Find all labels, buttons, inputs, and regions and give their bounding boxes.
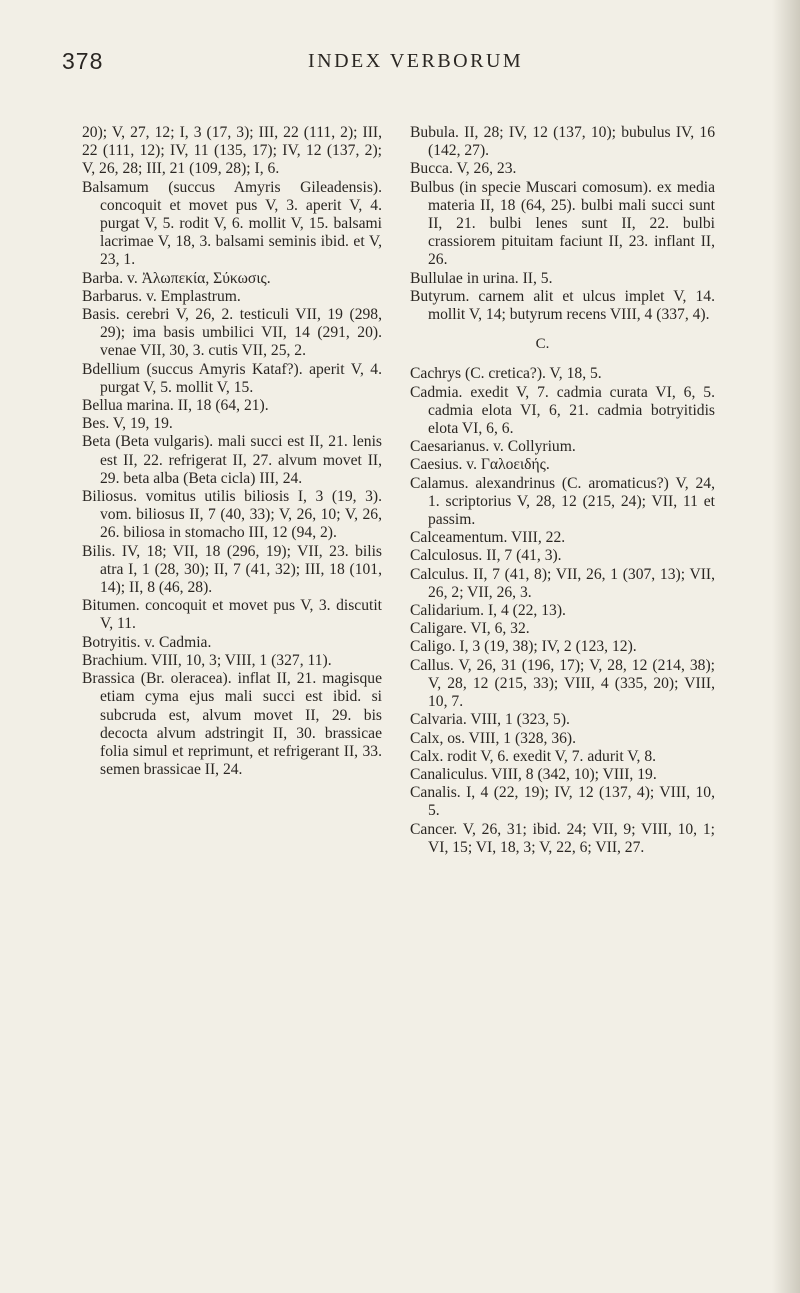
section-letter: C. [535,336,550,353]
index-entry: Calamus. alexandrinus (C. aromaticus?) V, 24, 1. scriptorius V, 28, 12 (215, 24); VII, 11 et passim. [410,474,715,529]
index-entry: Botryitis. v. Cadmia. [82,633,212,651]
index-entry: Cancer. V, 26, 31; ibid. 24; VII, 9; VIII, 10, 1; VI, 15; VI, 18, 3; V, 22, 6; VII, 27. [410,820,715,856]
index-entry: Bes. V, 19, 19. [82,415,173,433]
index-entry: Callus. V, 26, 31 (196, 17); V, 28, 12 (214, 38); V, 28, 12 (215, 33); VIII, 4 (335, 20); VIII, 10, 7. [410,656,715,711]
index-entry: Canaliculus. VIII, 8 (342, 10); VIII, 19. [410,765,657,783]
index-entry: Calx. rodit V, 6. exedit V, 7. adurit V, 8. [410,747,657,765]
index-entry: Bdellium (succus Amyris Kataf?). aperit V, 4. purgat V, 5. mollit V, 15. [82,360,382,396]
index-entry: Butyrum. carnem alit et ulcus implet V, 14. mollit V, 14; butyrum recens VIII, 4 (337, 4). [410,287,715,324]
index-entry: Cadmia. exedit V, 7. cadmia curata VI, 6, 5. cadmia elota VI, 6, 21. cadmia botryitidis elota VI, 6, 6. [410,383,715,438]
right-column [410,124,715,857]
index-entry: Bulbus (in specie Muscari comosum). ex media materia II, 18 (64, 25). bulbi mali succi sunt II, 21. bulbi lenes sunt II, 22. bulbi crassiorem pituitam faciunt II, 23. inflant II, 26. [410,178,715,269]
index-entry: Brassica (Br. oleracea). inflat II, 21. magisque etiam cyma ejus mali succi est ibid. si subcruda est, alvum movet II, 29. bis decocta alvum adstringit II, 30. brassicae folia simul et reprimunt, et refrigerant II, 33. semen brassicae II, 24. [82,670,382,779]
index-entry: Calvaria. VIII, 1 (323, 5). [410,711,570,729]
index-entry: Brachium. VIII, 10, 3; VIII, 1 (327, 11). [82,651,332,669]
index-entry: Bellua marina. II, 18 (64, 21). [82,397,269,415]
index-entry: Calx, os. VIII, 1 (328, 36). [410,729,577,747]
index-entry: Caligare. VI, 6, 32. [410,620,530,638]
index-entry: Cachrys (C. cretica?). V, 18, 5. [410,365,602,383]
index-entry: Barba. v. Ἀλωπεκία, Σύκωσις. [82,269,271,287]
index-entry: Calceamentum. VIII, 22. [410,529,566,547]
index-entry: Barbarus. v. Emplastrum. [82,287,241,305]
index-entry: Biliosus. vomitus utilis biliosis I, 3 (19, 3). vom. biliosus II, 7 (40, 33); V, 26, 10; V, 26, 26. biliosa in stomacho III, 12 (94, 2). [82,488,382,542]
index-entry: Calculosus. II, 7 (41, 3). [410,547,562,565]
index-entry: Calculus. II, 7 (41, 8); VII, 26, 1 (307, 13); VII, 26, 2; VII, 26, 3. [410,565,715,601]
index-entry: Bilis. IV, 18; VII, 18 (296, 19); VII, 23. bilis atra I, 1 (28, 30); II, 7 (41, 32); III, 18 (101, 14); II, 8 (46, 28). [82,542,382,597]
running-head: INDEX VERBORUM [308,50,524,72]
left-column [82,124,382,779]
index-entry: Bitumen. concoquit et movet pus V, 3. discutit V, 11. [82,597,382,633]
index-entry: Caesius. v. Γαλοειδής. [410,456,550,474]
page-header [62,48,722,88]
index-entry: Caligo. I, 3 (19, 38); IV, 2 (123, 12). [410,638,637,656]
index-entry: Canalis. I, 4 (22, 19); IV, 12 (137, 4); VIII, 10, 5. [410,784,715,820]
page-number: 378 [62,48,104,74]
index-entry: Caesarianus. v. Collyrium. [410,438,576,456]
index-entry: Basis. cerebri V, 26, 2. testiculi VII, 19 (298, 29); ima basis umbilici VII, 14 (291, 20). venae VII, 30, 3. cutis VII, 25, 2. [82,306,382,360]
index-entry: Bucca. V, 26, 23. [410,160,517,178]
index-entry: Calidarium. I, 4 (22, 13). [410,602,566,620]
index-entry: Beta (Beta vulgaris). mali succi est II, 21. lenis est II, 22. refrigerat II, 27. alvum movet II, 29. beta alba (Beta cicla) III, 24. [82,433,382,487]
page-edge-shadow [772,0,800,1293]
index-entry: Bullulae in urina. II, 5. [410,269,553,287]
index-entry: 20); V, 27, 12; I, 3 (17, 3); III, 22 (111, 2); III, 22 (111, 12); IV, 11 (135, 17); IV, 12 (137, 2); V, 26, 28; III, 21 (109, 28); I, 6. [82,124,382,178]
index-entry: Balsamum (succus Amyris Gileadensis). concoquit et movet pus V, 3. aperit V, 4. purgat V, 5. rodit V, 6. mollit V, 15. balsami lacrimae V, 18, 3. balsami seminis ibid. et V, 23, 1. [82,178,382,269]
index-entry: Bubula. II, 28; IV, 12 (137, 10); bubulus IV, 16 (142, 27). [410,124,715,160]
